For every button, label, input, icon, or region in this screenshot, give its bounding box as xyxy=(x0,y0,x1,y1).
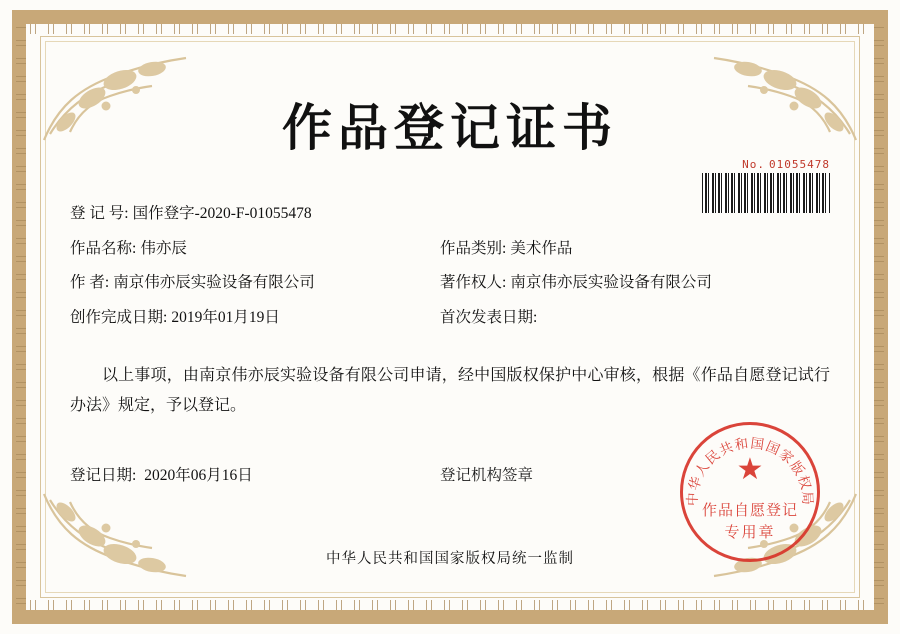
field-row-work-name-category xyxy=(70,241,830,257)
page-title: 作品登记证书 xyxy=(282,100,618,156)
field-value-register-date: 2020年06月16日 xyxy=(144,467,253,484)
field-label-register-date: 登记日期: xyxy=(70,467,137,484)
field-label-author: 作 者: xyxy=(70,274,110,291)
field-registration-number xyxy=(70,206,440,222)
field-value-creation-date: 2019年01月19日 xyxy=(171,308,280,326)
barcode-number-value: 01055478 xyxy=(769,158,830,171)
barcode-image xyxy=(702,173,830,213)
seal-star-icon: ★ xyxy=(736,453,764,486)
field-value-work-category: 美术作品 xyxy=(510,239,573,257)
field-row-author-owner xyxy=(70,275,830,291)
issuer-line: 中华人民共和国国家版权局统一监制 xyxy=(326,551,574,567)
field-label-first-publication-date: 首次发表日期: xyxy=(440,308,538,326)
seal-arc-text xyxy=(683,431,817,565)
agency-signature-label: 登记机构签章 xyxy=(440,467,534,484)
field-label-work-category: 作品类别: xyxy=(440,239,507,257)
field-work-name xyxy=(70,241,440,257)
seal-text-line-1: 作品自愿登记 xyxy=(701,503,798,519)
field-label-registration-number: 登 记 号: xyxy=(70,205,129,222)
body-statement: 以上事项，由南京伟亦辰实验设备有限公司申请，经中国版权保护中心审核，根据《作品自愿登记试行办法》规定，予以登记。 xyxy=(70,367,830,414)
barcode-block xyxy=(702,158,830,213)
field-value-registration-number: 国作登字-2020-F-01055478 xyxy=(132,205,312,222)
field-label-copyright-owner: 著作权人: xyxy=(440,274,507,291)
field-value-copyright-owner: 南京伟亦辰实验设备有限公司 xyxy=(510,274,712,291)
barcode-no-label: No. xyxy=(742,158,766,171)
field-value-work-name: 伟亦辰 xyxy=(140,239,187,257)
barcode-number xyxy=(702,158,830,171)
field-label-work-name: 作品名称: xyxy=(70,239,137,257)
fields-section xyxy=(70,206,830,325)
greek-key-pattern-right xyxy=(874,26,884,608)
field-copyright-owner xyxy=(440,275,830,291)
seal-text-line-2: 专用章 xyxy=(724,525,776,541)
field-creation-date xyxy=(70,310,440,326)
greek-key-pattern-top xyxy=(26,24,874,34)
field-work-category xyxy=(440,241,830,257)
official-seal-stamp xyxy=(680,422,820,562)
field-author xyxy=(70,275,440,291)
field-value-author: 南京伟亦辰实验设备有限公司 xyxy=(113,274,315,291)
field-register-date xyxy=(70,463,440,485)
field-row-dates xyxy=(70,310,830,326)
field-first-publication-date xyxy=(440,310,830,326)
svg-text:中华人民共和国国家版权局: 中华人民共和国国家版权局 xyxy=(684,435,816,507)
greek-key-pattern-bottom xyxy=(26,600,874,610)
field-label-creation-date: 创作完成日期: xyxy=(70,308,168,326)
greek-key-pattern-left xyxy=(16,26,26,608)
